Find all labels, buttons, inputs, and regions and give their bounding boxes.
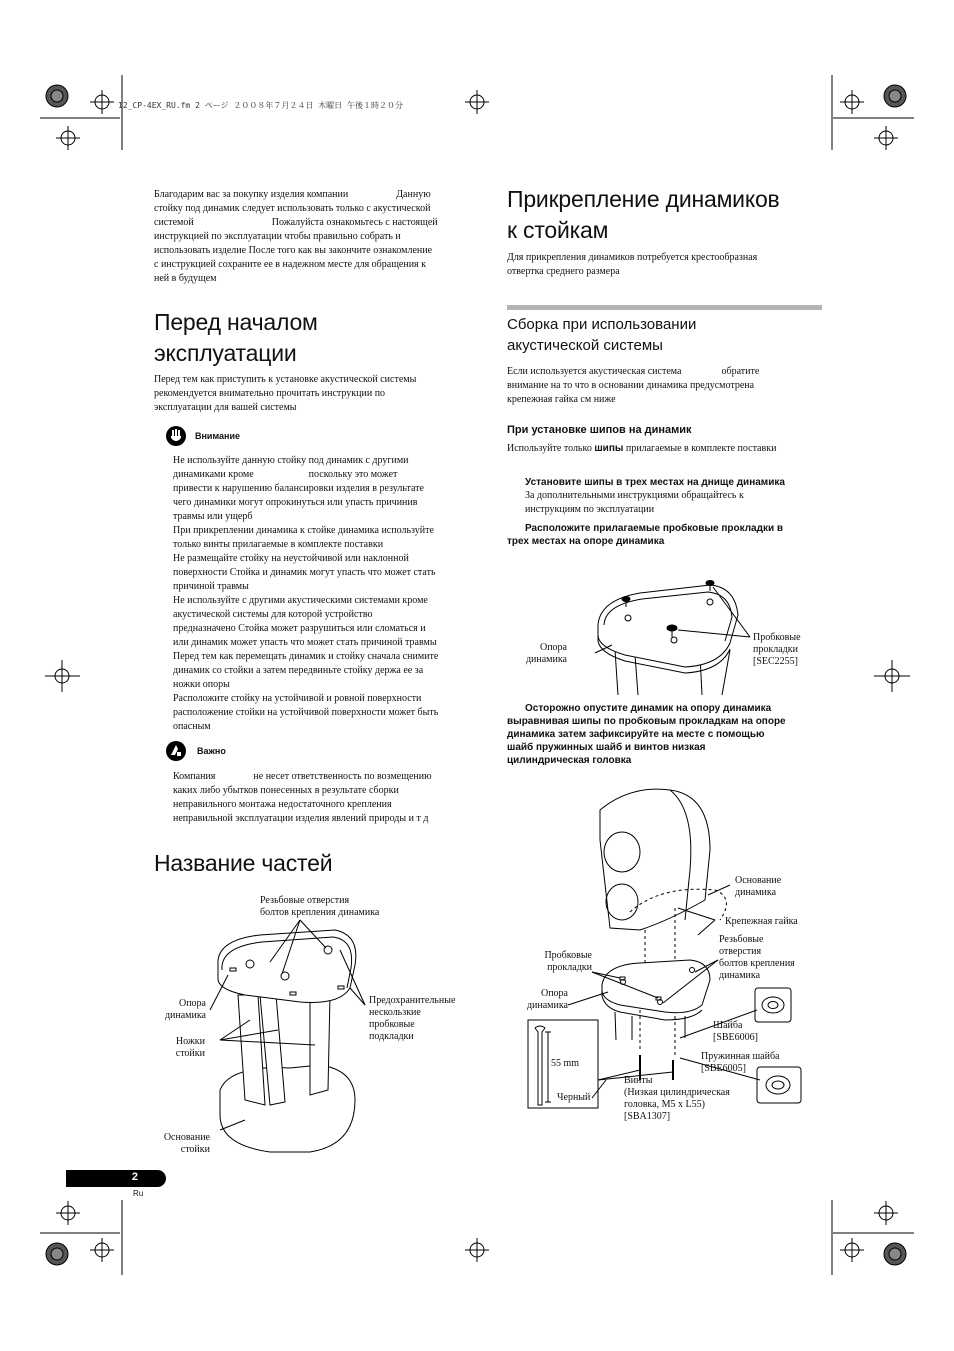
spikes-text: Используйте только шипы прилагаемые в комплекте поставки: [507, 443, 777, 454]
caution-icon: [165, 425, 187, 447]
assembly-title: Сборка при использовании акустической системы: [507, 316, 697, 354]
parts-title: Название частей: [154, 850, 333, 876]
fig3-threaded-holes-label: Резьбовые отверстия болтов крепления динамика: [719, 934, 795, 981]
step1-text: За дополнительными инструкциями обращайтесь к инструкциям по эксплуатации: [525, 490, 744, 515]
page-tab: [66, 1170, 166, 1187]
attach-title: Прикрепление динамиков к стойкам: [507, 186, 780, 243]
fig3-black-label: Черный: [557, 1092, 591, 1103]
label-stand-base: Основание стойки: [163, 1132, 210, 1155]
fig3-screws-label: Винты (Низкая цилиндрическая головка, M5 x L55) [SBA1307]: [624, 1075, 730, 1122]
before-use-text: Перед тем как приступить к установке акустической системы рекомендуется внимательно прочитать инструкции по эксплуатации для вашей системы: [154, 374, 417, 413]
label-protective-pads: Предохранительные нескользкие пробковые подкладки: [369, 995, 456, 1042]
fig3-nut-label: Крепежная гайка: [725, 916, 798, 927]
intro-line: с инструкцией сохраните ее в надежном месте для обращения к: [154, 259, 427, 270]
label-threaded-holes: Резьбовые отверстия болтов крепления динамика: [260, 895, 380, 918]
fig3-cork-label: Пробковые прокладки: [544, 950, 592, 973]
intro-line: инструкцией по эксплуатации чтобы правильно собрать и: [154, 231, 401, 242]
step3-heading: Осторожно опустите динамик на опору динамика выравнивая шипы по пробковым прокладкам на опоре динамика затем зафиксируйте на месте с помощью шайб пружинных шайб и винтов низкая цилиндрическая головка: [507, 703, 786, 766]
fig2-support-label: Опора динамика: [525, 642, 567, 665]
intro-line: Пожалуйста ознакомьтесь с настоящей: [271, 217, 438, 228]
fig2-cork-label: Пробковые прокладки [SEC2255]: [753, 632, 801, 667]
intro-line: Данную: [396, 189, 431, 200]
section-rule: [507, 305, 822, 310]
attach-text: Для прикрепления динамиков потребуется крестообразная отвертка среднего размера: [507, 252, 758, 277]
label-support: Опора динамика: [164, 998, 206, 1021]
intro-line: использовать изделие После того как вы закончите ознакомление: [154, 245, 433, 256]
intro-text: [154, 188, 474, 286]
page-number: 2: [131, 1171, 138, 1183]
intro-line: Благодарим вас за покупку изделия компании: [154, 189, 349, 200]
page-lang: Ru: [133, 1189, 144, 1198]
fig3-support-label: Опора динамика: [526, 988, 568, 1011]
important-icon: [165, 740, 187, 762]
cork-pad-figure: [590, 575, 760, 695]
fig3-speaker-base-label: Основание динамика: [735, 875, 782, 898]
spikes-title: При установке шипов на динамик: [507, 424, 692, 436]
file-header: 12_CP-4EX_RU.fm 2 ページ ２００８年７月２４日 木曜日 午後１時２０分: [118, 101, 403, 110]
fig3-length-label: 55 mm: [551, 1058, 580, 1069]
intro-line: стойку под динамик следует использовать только с акустической: [154, 203, 431, 214]
fig3-washer-label: Шайба [SBE6006]: [713, 1020, 758, 1043]
label-legs: Ножки стойки: [175, 1036, 205, 1059]
step1-heading: Установите шипы в трех местах на днище динамика: [525, 477, 785, 488]
fig3-spring-washer-label: Пружинная шайба [SBE6005]: [701, 1051, 780, 1074]
caution-list: Не используйте данную стойку под динамик с другими динамиками кроме поскольку это может привести к нарушению балансировки изделия в результате чего динамики могут опрокинуться или упасть причинив травмы или ущерб При прикреплении динамика к стойке динамика используйте только винты прилагаемые в комплекте поставки Не размещайте стойку на неустойчивой или наклонной поверхности Стойка и динамик могут упасть что может стать причиной травмы Не используйте с другими акустическими системами кроме акустической системы для которой устройство предназначено Стойка может разрушиться или сломаться и или динамик может упасть что может стать причиной травмы Перед тем как перемещать динамик и стойку сначала снимите динамик со стойки а затем передвиньте стойку держа ее за ножки опоры Расположите стойку на устойчивой и ровной поверхности расположение стойки на устойчивой поверхности может быть опасным: [173, 455, 439, 732]
important-text: Компания не несет ответственность по возмещению каких либо убытков понесенных в результате сборки неправильного монтажа недостаточного крепления неправильной эксплуатации изделия явлений природы и т д: [173, 771, 432, 824]
assembly-text: Если используется акустическая система обратите внимание на то что в основании динамика предусмотрена крепежная гайка см ниже: [507, 366, 760, 405]
caution-label: Внимание: [195, 431, 240, 441]
intro-line: ней в будущем: [154, 273, 217, 284]
intro-line: системой: [154, 217, 194, 228]
before-use-title: Перед началом эксплуатации: [154, 309, 318, 366]
step2-heading: Расположите прилагаемые пробковые прокладки в трех местах на опоре динамика: [507, 523, 784, 547]
important-label: Важно: [197, 746, 226, 756]
